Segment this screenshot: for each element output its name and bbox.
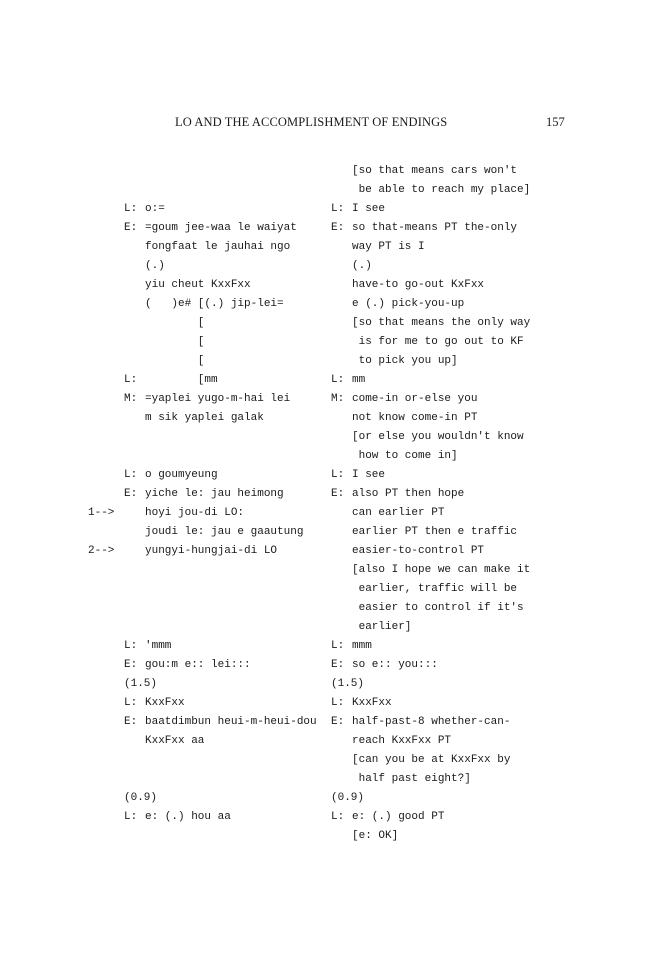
gloss-text: so e:: you::: xyxy=(352,659,438,671)
gloss-text: KxxFxx xyxy=(352,697,392,709)
transcript-line xyxy=(0,561,650,580)
transcript-line xyxy=(0,808,650,827)
original-text: yungyi-hungjai-di LO xyxy=(145,545,278,557)
transcript-line xyxy=(0,295,650,314)
original-text: ( )e# [(.) jip-lei= xyxy=(145,298,284,310)
transcript-line xyxy=(0,200,650,219)
original-text: KxxFxx xyxy=(145,697,185,709)
transcript-line xyxy=(0,637,650,656)
original-text: yiche le: jau heimong xyxy=(145,488,284,500)
original-speaker: M: xyxy=(124,393,138,405)
gloss-text: easier to control if it's xyxy=(352,602,524,614)
original-speaker: E: xyxy=(124,222,138,234)
original-text: joudi le: jau e gaautung xyxy=(145,526,304,538)
gloss-text: e: (.) good PT xyxy=(352,811,445,823)
transcript-line xyxy=(0,162,650,181)
transcript-line xyxy=(0,428,650,447)
gloss-text: mm xyxy=(352,374,366,386)
gloss-text: reach KxxFxx PT xyxy=(352,735,452,747)
gloss-text: [can you be at KxxFxx by xyxy=(352,754,511,766)
gloss-text: is for me to go out to KF xyxy=(352,336,524,348)
original-speaker: E: xyxy=(124,488,138,500)
original-text: [ xyxy=(145,355,205,367)
transcript-line xyxy=(0,580,650,599)
gloss-text: e (.) pick-you-up xyxy=(352,298,465,310)
original-text: [ xyxy=(145,317,205,329)
gloss-text: mmm xyxy=(352,640,372,652)
transcript-line xyxy=(0,276,650,295)
gloss-text: [so that means cars won't xyxy=(352,165,518,177)
original-text: (.) xyxy=(145,260,165,272)
gloss-speaker: E: xyxy=(331,222,345,234)
gloss-text: so that-means PT the-only xyxy=(352,222,518,234)
gloss-text: [e: OK] xyxy=(352,830,399,842)
gloss-speaker: E: xyxy=(331,659,345,671)
gloss-text: [also I hope we can make it xyxy=(352,564,531,576)
transcript xyxy=(0,162,650,846)
original-speaker: E: xyxy=(124,716,138,728)
gloss-speaker: L: xyxy=(331,469,345,481)
page-number: 157 xyxy=(546,115,565,129)
original-speaker: L: xyxy=(124,697,138,709)
original-text: gou:m e:: lei::: xyxy=(145,659,251,671)
original-text: m sik yaplei galak xyxy=(145,412,264,424)
gloss-text: be able to reach my place] xyxy=(352,184,531,196)
gloss-text: earlier, traffic will be xyxy=(352,583,518,595)
original-text: 'mmm xyxy=(145,640,172,652)
transcript-line xyxy=(0,333,650,352)
original-speaker: (0.9) xyxy=(124,792,158,804)
transcript-line xyxy=(0,219,650,238)
gloss-text: have-to go-out KxFxx xyxy=(352,279,485,291)
gloss-speaker: L: xyxy=(331,203,345,215)
page-header xyxy=(0,115,650,135)
original-text: hoyi jou-di LO: xyxy=(145,507,245,519)
gloss-text: how to come in] xyxy=(352,450,458,462)
gloss-text: (.) xyxy=(352,260,372,272)
transcript-line xyxy=(0,770,650,789)
original-text: yiu cheut KxxFxx xyxy=(145,279,251,291)
transcript-line xyxy=(0,181,650,200)
gloss-text: half past eight?] xyxy=(352,773,471,785)
original-text: KxxFxx aa xyxy=(145,735,205,747)
transcript-line xyxy=(0,827,650,846)
gloss-speaker: L: xyxy=(331,811,345,823)
gloss-text: come-in or-else you xyxy=(352,393,478,405)
gloss-text: also PT then hope xyxy=(352,488,465,500)
gloss-speaker: (0.9) xyxy=(331,792,365,804)
transcript-line xyxy=(0,732,650,751)
original-text: baatdimbun heui-m-heui-dou xyxy=(145,716,317,728)
original-text: [ xyxy=(145,336,205,348)
transcript-line xyxy=(0,618,650,637)
gloss-text: earlier] xyxy=(352,621,412,633)
transcript-line xyxy=(0,371,650,390)
transcript-line xyxy=(0,713,650,732)
original-speaker: (1.5) xyxy=(124,678,158,690)
original-text: o:= xyxy=(145,203,165,215)
line-marker: 1--> xyxy=(88,507,115,519)
original-speaker: E: xyxy=(124,659,138,671)
transcript-line xyxy=(0,409,650,428)
transcript-line xyxy=(0,390,650,409)
gloss-text: earlier PT then e traffic xyxy=(352,526,518,538)
original-speaker: L: xyxy=(124,374,138,386)
gloss-speaker: E: xyxy=(331,488,345,500)
gloss-text: I see xyxy=(352,469,386,481)
original-text: =goum jee-waa le waiyat xyxy=(145,222,297,234)
original-text: =yaplei yugo-m-hai lei xyxy=(145,393,291,405)
original-text: e: (.) hou aa xyxy=(145,811,231,823)
transcript-line xyxy=(0,675,650,694)
gloss-speaker: E: xyxy=(331,716,345,728)
transcript-line xyxy=(0,504,650,523)
gloss-text: way PT is I xyxy=(352,241,425,253)
original-speaker: L: xyxy=(124,469,138,481)
running-title: LO AND THE ACCOMPLISHMENT OF ENDINGS xyxy=(175,115,448,129)
gloss-speaker: L: xyxy=(331,374,345,386)
line-marker: 2--> xyxy=(88,545,115,557)
transcript-line xyxy=(0,257,650,276)
transcript-line xyxy=(0,599,650,618)
gloss-speaker: L: xyxy=(331,697,345,709)
gloss-text: half-past-8 whether-can- xyxy=(352,716,511,728)
gloss-speaker: L: xyxy=(331,640,345,652)
transcript-line xyxy=(0,314,650,333)
transcript-line xyxy=(0,352,650,371)
transcript-line xyxy=(0,238,650,257)
gloss-text: can earlier PT xyxy=(352,507,445,519)
transcript-line xyxy=(0,694,650,713)
transcript-line xyxy=(0,542,650,561)
original-text: o goumyeung xyxy=(145,469,218,481)
gloss-text: I see xyxy=(352,203,386,215)
transcript-line xyxy=(0,751,650,770)
original-speaker: L: xyxy=(124,640,138,652)
original-text: [mm xyxy=(145,374,218,386)
transcript-line xyxy=(0,789,650,808)
gloss-text: [or else you wouldn't know xyxy=(352,431,524,443)
gloss-speaker: M: xyxy=(331,393,345,405)
gloss-text: [so that means the only way xyxy=(352,317,531,329)
original-speaker: L: xyxy=(124,811,138,823)
transcript-line xyxy=(0,656,650,675)
transcript-line xyxy=(0,485,650,504)
gloss-speaker: (1.5) xyxy=(331,678,365,690)
original-speaker: L: xyxy=(124,203,138,215)
transcript-line xyxy=(0,523,650,542)
gloss-text: not know come-in PT xyxy=(352,412,478,424)
gloss-text: to pick you up] xyxy=(352,355,458,367)
transcript-line xyxy=(0,447,650,466)
original-text: fongfaat le jauhai ngo xyxy=(145,241,291,253)
gloss-text: easier-to-control PT xyxy=(352,545,485,557)
transcript-line xyxy=(0,466,650,485)
